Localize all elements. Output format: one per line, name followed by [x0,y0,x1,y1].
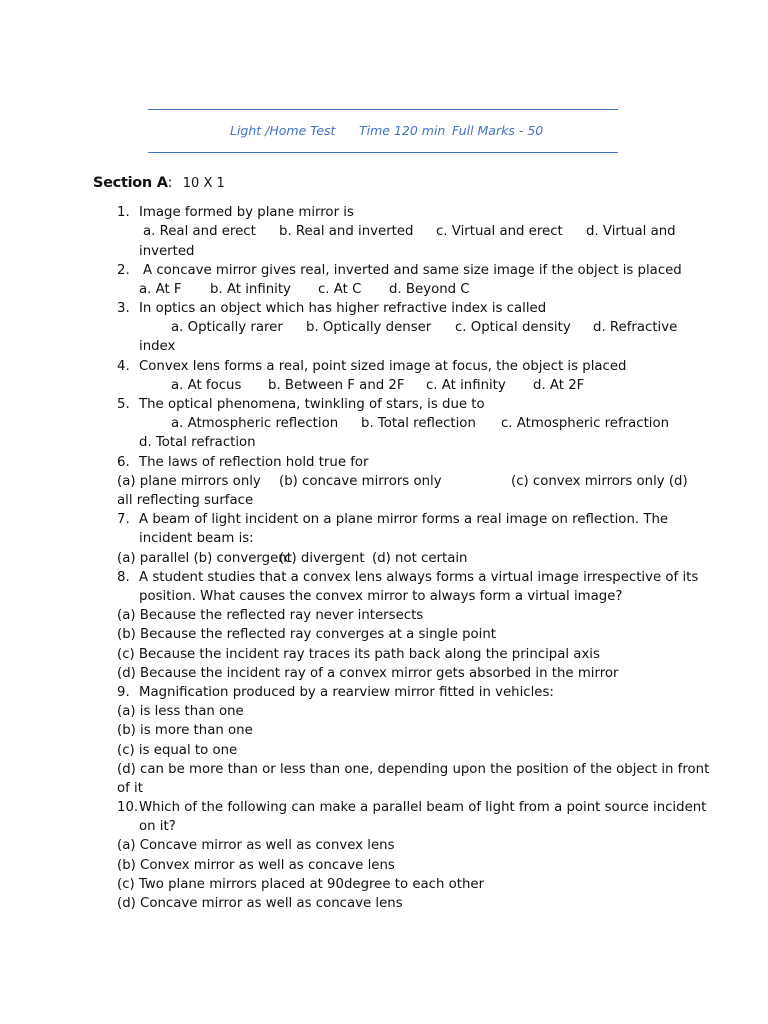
question-option: (b) concave mirrors only [279,474,442,489]
question-number: 3. [117,301,130,316]
question-option: a. Atmospheric reflection [171,416,339,431]
question-option-wrap: d. Total refraction [139,435,256,450]
question-option: (d) Concave mirror as well as concave lens [117,896,403,911]
question-text: Convex lens forms a real, point sized image at focus, the object is placed [139,359,627,374]
question-option: (a) Because the reflected ray never intersects [117,608,424,623]
question-option: c. Virtual and erect [436,224,563,239]
section-marks: 10 X 1 [182,176,225,191]
question-number: 6. [117,455,130,470]
question-option: c. At infinity [426,378,506,393]
question-text: A beam of light incident on a plane mirror forms a real image on reflection. The [139,512,669,527]
question-number: 7. [117,512,130,527]
question-option: d. Virtual and [586,224,676,239]
question-option: a. Real and erect [143,224,256,239]
question-option: a. Optically rarer [171,320,283,335]
question-option: (c) Because the incident ray traces its path back along the principal axis [117,647,600,662]
question-text-cont: position. What causes the convex mirror to always form a virtual image? [139,589,623,604]
question-option-wrap: inverted [139,244,195,259]
question-option: (a) is less than one [117,704,244,719]
question-option: b. At infinity [210,282,291,297]
question-option: c. At C [318,282,362,297]
test-full-marks: Full Marks - 50 [452,123,544,138]
question-number: 2. [117,263,130,278]
question-number: 5. [117,397,130,412]
question-number: 4. [117,359,130,374]
question-option: (d) not certain [372,551,468,566]
question-text: A concave mirror gives real, inverted and same size image if the object is placed [143,263,682,278]
question-number: 9. [117,685,130,700]
question-option: (c) divergent [279,551,365,566]
question-option: (d) can be more than or less than one, depending upon the position of the object in front [117,762,710,777]
question-option: (c) convex mirrors only (d) [511,474,688,489]
question-option: (b) is more than one [117,723,253,738]
question-option: a. At focus [171,378,242,393]
question-text: A student studies that a convex lens always forms a virtual image irrespective of its [139,570,699,585]
question-text: The laws of reflection hold true for [139,455,369,470]
question-text: Image formed by plane mirror is [139,205,354,220]
question-option: b. Total reflection [361,416,476,431]
question-number: 1. [117,205,130,220]
question-option-wrap: index [139,339,176,354]
question-number: 8. [117,570,130,585]
test-time: Time 120 min [359,123,446,138]
question-option: (d) Because the incident ray of a convex mirror gets absorbed in the mirror [117,666,619,681]
question-option: a. At F [139,282,182,297]
section-heading [93,175,225,191]
section-colon: : [167,175,173,191]
question-option: (c) is equal to one [117,743,238,758]
question-option: b. Real and inverted [279,224,414,239]
question-text-cont: on it? [139,819,176,834]
question-option: d. At 2F [533,378,585,393]
question-number: 10. [117,800,139,815]
question-text: The optical phenomena, twinkling of stars, is due to [139,397,485,412]
question-text: Magnification produced by a rearview mirror fitted in vehicles: [139,685,554,700]
question-option: d. Beyond C [389,282,470,297]
question-option: c. Optical density [455,320,571,335]
question-option: (c) Two plane mirrors placed at 90degree to each other [117,877,485,892]
test-header [148,109,618,153]
question-option: (b) Convex mirror as well as concave lens [117,858,395,873]
question-option: (b) Because the reflected ray converges at a single point [117,627,497,642]
question-option: (a) Concave mirror as well as convex lens [117,838,395,853]
question-option: d. Refractive [593,320,678,335]
question-text: In optics an object which has higher refractive index is called [139,301,547,316]
question-option: b. Optically denser [306,320,432,335]
test-title: Light /Home Test [230,123,336,138]
section-name: Section A [93,175,168,191]
question-option: (a) parallel (b) convergent [117,551,292,566]
question-option: b. Between F and 2F [268,378,405,393]
question-text: Which of the following can make a parallel beam of light from a point source incident [139,800,707,815]
question-option: (a) plane mirrors only [117,474,261,489]
question-option-wrap: of it [117,781,143,796]
question-text-cont: incident beam is: [139,531,254,546]
question-option: c. Atmospheric refraction [501,416,670,431]
question-option-wrap: all reflecting surface [117,493,254,508]
